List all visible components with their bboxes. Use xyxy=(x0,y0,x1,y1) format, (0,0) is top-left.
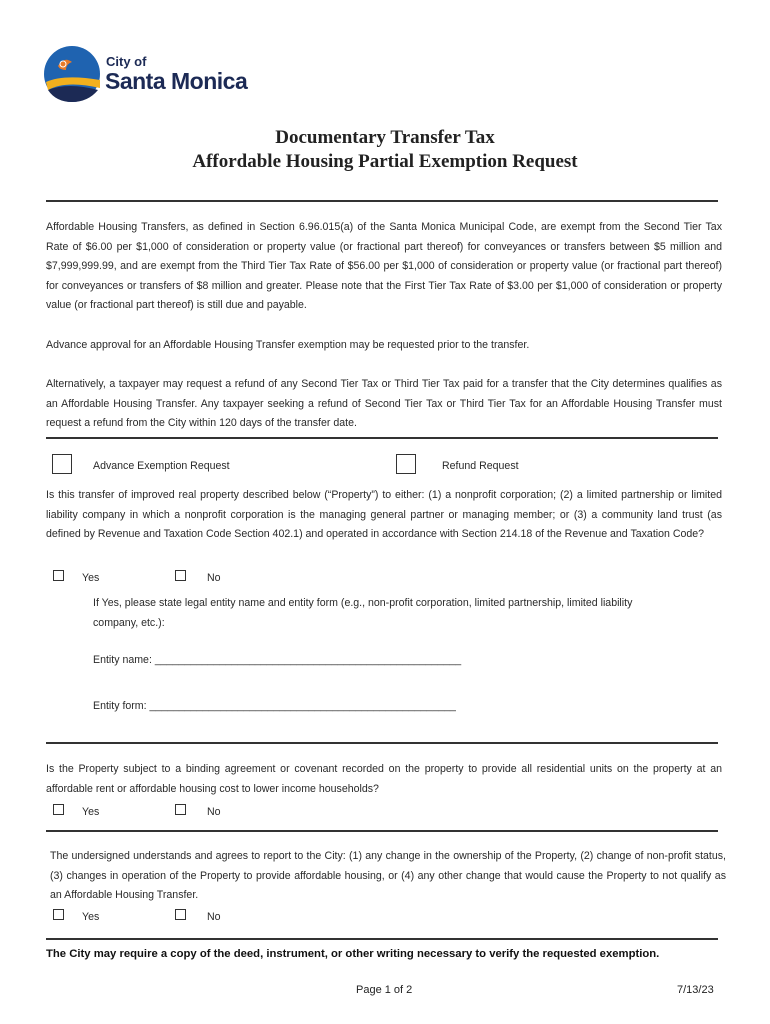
santa-monica-seal-icon xyxy=(44,44,102,104)
document-subtitle: Affordable Housing Partial Exemption Request xyxy=(192,151,578,172)
verification-notice: The City may require a copy of the deed, instrument, or other writing necessary to verify the requested exemption. xyxy=(46,948,660,960)
city-logo xyxy=(44,44,264,108)
q1-yes-label: Yes xyxy=(82,572,100,584)
q1-no-label: No xyxy=(207,572,221,584)
logo-text-santa-monica: Santa Monica xyxy=(105,68,248,94)
q2-no-checkbox[interactable] xyxy=(175,804,186,815)
divider xyxy=(46,742,718,744)
divider xyxy=(46,830,718,832)
q1-yes-checkbox[interactable] xyxy=(53,570,64,581)
q3-no-label: No xyxy=(207,911,221,923)
question-1-text: Is this transfer of improved real property described below (“Property”) to either: (1) a nonprofit corporation; (2) a limited partnership or limited liability company in which a nonprofit corporation is the managing general partner or managing member; or (3) a community land trust (as defined by Revenue and Taxation Code Section 402.1) and operated in accordance with Section 214.18 of the Revenue and Taxation Code? xyxy=(46,489,722,541)
question-2-text: Is the Property subject to a binding agreement or covenant recorded on the property to provide all residential units on the property at an affordable rent or affordable housing cost to lower income households? xyxy=(46,763,722,795)
intro-paragraph-2: Advance approval for an Affordable Housing Transfer exemption may be requested prior to the transfer. xyxy=(46,339,530,351)
refund-request-label: Refund Request xyxy=(442,460,519,472)
q1-no-checkbox[interactable] xyxy=(175,570,186,581)
q3-yes-label: Yes xyxy=(82,911,100,923)
entity-name-field[interactable]: Entity name: ____________________________________________________ xyxy=(93,654,462,666)
intro-paragraph-3: Alternatively, a taxpayer may request a refund of any Second Tier Tax or Third Tier Tax paid for a transfer that the City determines qualifies as an Affordable Housing Transfer. Any taxpayer seeking a refund of Second Tier Tax or Third Tier Tax for an Affordable Housing Transfer must request a refund from the City within 120 days of the transfer date. xyxy=(46,378,722,430)
refund-request-checkbox[interactable] xyxy=(396,454,416,474)
q2-yes-label: Yes xyxy=(82,806,100,818)
revision-date: 7/13/23 xyxy=(677,984,714,996)
q3-yes-checkbox[interactable] xyxy=(53,909,64,920)
document-title: Documentary Transfer Tax xyxy=(275,127,495,148)
q2-no-label: No xyxy=(207,806,221,818)
q1-followup-text: If Yes, please state legal entity name and entity form (e.g., non-profit corporation, limited partnership, limited liability company, etc.): xyxy=(93,597,633,629)
q3-no-checkbox[interactable] xyxy=(175,909,186,920)
q2-yes-checkbox[interactable] xyxy=(53,804,64,815)
logo-text-city-of: City of xyxy=(106,54,147,69)
advance-exemption-label: Advance Exemption Request xyxy=(93,460,230,472)
intro-paragraph-1: Affordable Housing Transfers, as defined in Section 6.96.015(a) of the Santa Monica Municipal Code, are exempt from the Second Tier Tax Rate of $6.00 per $1,000 of consideration or property value (or fractional part thereof) for conveyances or transfers between $5 million and $7,999,999.99, and are exempt from the Third Tier Tax Rate of $56.00 per $1,000 of consideration or property value (or fractional part thereof) for conveyances or transfers of $8 million and greater. Please note that the First Tier Tax Rate of $3.00 per $1,000 of consideration or property value (or fractional part thereof) is still due and payable. xyxy=(46,221,722,312)
divider xyxy=(46,200,718,202)
page-number: Page 1 of 2 xyxy=(356,984,413,996)
question-3-text: The undersigned understands and agrees to report to the City: (1) any change in the ownership of the Property, (2) change of non-profit status, (3) changes in operation of the Property to provide affordable housing, or (4) any other change that would cause the Property to not qualify as an Affordable Housing Transfer. xyxy=(50,850,726,902)
entity-form-field[interactable]: Entity form: ____________________________________________________ xyxy=(93,700,456,712)
divider xyxy=(46,938,718,940)
advance-exemption-checkbox[interactable] xyxy=(52,454,72,474)
divider xyxy=(46,437,718,439)
